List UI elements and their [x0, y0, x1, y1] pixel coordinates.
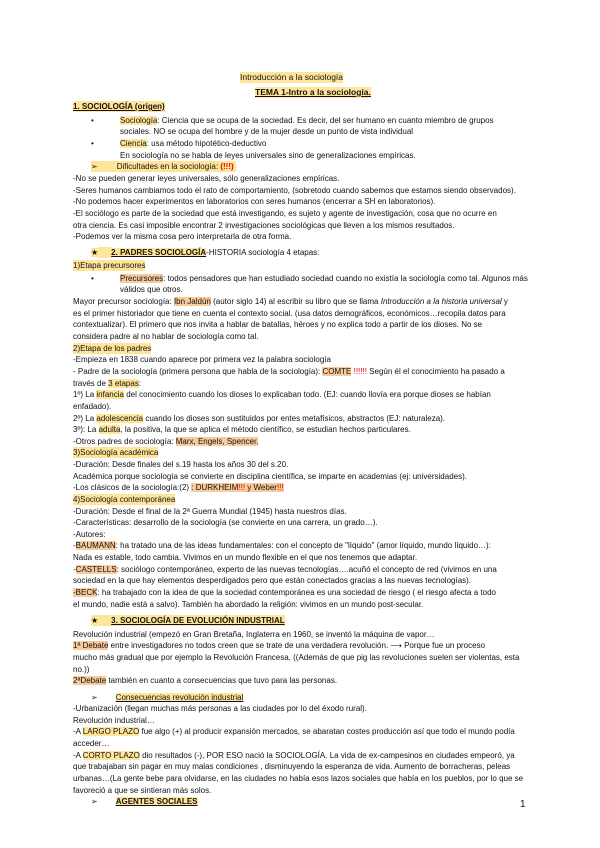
text: , la positiva, la que se aplica el método científico, se estudian hechos particulares.: [120, 425, 411, 434]
section-heading-1: 1. SOCIOLOGÍA (origen): [73, 102, 165, 111]
text-line: Nada es estable, todo cambia. Vivimos en un mundo flexible en el que nos tenemos que adaptar.: [73, 553, 418, 562]
text: - Padre de la sociología (primera persona que habla de la sociología):: [73, 367, 323, 376]
text-line: [73, 413, 445, 424]
book-title: Introducción a la historia universal: [380, 297, 502, 306]
term: Ciencia: [120, 139, 147, 148]
text: Dificultades en la sociología:: [116, 162, 221, 171]
important-mark: !!!!!!: [351, 367, 367, 376]
agents-heading: [91, 796, 198, 807]
text-line: el mundo, nadie está a salvo). También ha abordado la religión: vivimos en un mundo post-secular.: [73, 600, 424, 609]
text-line: es el primer historiador que tiene en cuenta el contexto social. (usa datos demográficos, económicos…recopila datos para: [73, 309, 506, 318]
text: del conocimiento cuando los dioses lo explicaban todo. (EJ: cuando llovía era porque dioses se habían: [123, 390, 491, 399]
term: adulta: [98, 425, 121, 434]
important-mark: !!!: [276, 483, 284, 492]
term: 3 etapas: [108, 379, 139, 388]
text: fue algo (+) al producir expansión mercados, se abaratan costes producción así que todo el mundo podía: [139, 727, 515, 736]
text-line: mucho más gradual que por ejemplo la Revolución Francesa. ((Además de que pig las revoluciones suelen ser violentas, esta: [73, 653, 520, 662]
text-line: [73, 389, 491, 400]
bullet-icon: •: [91, 116, 94, 125]
text: -Los clásicos de la sociología:(2): [73, 483, 192, 492]
term: Precursores: [120, 274, 164, 283]
text-line: [73, 675, 337, 686]
term: LARGO PLAZO: [82, 727, 140, 736]
text-line: En sociología no se habla de leyes universales sino de generalizaciones empíricas.: [120, 151, 416, 160]
text: : usa método hipotético-deductivo: [146, 139, 267, 148]
text-line: -El sociólogo es parte de la sociedad que está investigando, es sujeto y agente de investigación, cosa que no ocurre en: [73, 209, 497, 218]
text-line: sociedad en la que hay elementos desperdigados pero que están conectados gracias a las nuevas tecnologías).: [73, 576, 472, 585]
text-line: considera padre al no hablar de sociología como tal.: [73, 332, 259, 341]
name: y Weber: [245, 483, 277, 492]
name: : DURKHEIM: [191, 483, 239, 492]
heading-text: 3. SOCIOLOGÍA DE EVOLUCIÓN INDUSTRIAL: [111, 616, 285, 625]
text-line: válidos que otros.: [120, 285, 183, 294]
term: infancia: [96, 390, 124, 399]
text: Mayor precursor sociología:: [73, 297, 174, 306]
text-line: contextualizar). El primero que nos invita a hablar de batallas, héroes y no explica todo a partir de los dioses. No se: [73, 320, 483, 329]
text-line: no.)): [73, 665, 90, 674]
document-title: Introducción a la sociología: [240, 72, 344, 82]
topic-title: TEMA 1-Intro a la sociología.: [255, 87, 371, 97]
definition-precursores: [120, 273, 528, 284]
text: -Otros padres de sociología:: [73, 437, 176, 446]
text-line: enfadado).: [73, 402, 112, 411]
stage-heading: 3)Sociología académica: [73, 448, 159, 457]
text: (autor siglo 14) al escribir su libro que se llama: [210, 297, 381, 306]
text-line: -Duración: Desde el final de la 2ª Guerra Mundial (1945) hasta nuestros días.: [73, 507, 347, 516]
text: : todos pensadores que han estudiado sociedad cuando no existía la sociología como tal. Algunos más: [163, 274, 528, 283]
text-line: [73, 366, 505, 377]
text-line: -Seres humanos cambiamos todo el rato de comportamiento, (sobretodo cuando sabemos que estamos siendo observados).: [73, 186, 516, 195]
text-line: -No se pueden generar leyes universales, sólo generalizaciones empíricas.: [73, 174, 340, 183]
important-mark: (!!!): [220, 162, 234, 171]
text-line: [73, 726, 515, 737]
arrow-icon: ➢: [91, 693, 98, 702]
text: : ha trabajado con la idea de que la sociedad contemporánea es una sociedad de riesgo ( el riesgo afecta a todo: [97, 588, 496, 597]
text-line: [73, 750, 515, 761]
bullet-icon: •: [91, 139, 94, 148]
text: -HISTORIA sociología 4 etapas:: [206, 248, 320, 257]
arrow-icon: ➢: [91, 797, 98, 806]
text-line: Académica porque sociología se convierte en disciplina científica, se imparte en academias (ej: universidades).: [73, 472, 467, 481]
arrow-icon: ➢: [91, 162, 98, 171]
term: adolescencia: [96, 414, 144, 423]
stage-heading: 2)Etapa de los padres: [73, 344, 152, 353]
text-line: sociales. NO se ocupa del hombre y de la mujer desde un punto de vista individual: [120, 127, 414, 136]
text: : ha tratado una de las ideas fundamentales: con el concepto de "líquido" (amor líquido, mundo líquido…):: [115, 541, 491, 550]
difficulties-heading: [91, 161, 236, 172]
stage-heading: 4)Sociología contemporánea: [73, 495, 176, 504]
text: -A: [73, 727, 83, 736]
text-line: -Duración: Desde finales del s.19 hasta los años 30 del s.20.: [73, 460, 289, 469]
text-line: acceder…: [73, 739, 110, 748]
text-line: -Urbanización (llegan muchas más personas a las ciudades por lo del éxodo rural).: [73, 704, 367, 713]
text: 2º) La: [73, 414, 97, 423]
definition-sociologia: [120, 115, 494, 126]
author-castells: -CASTELLS: sociólogo contemporáneo, experto de las nuevas tecnologías….acuñó el concepto de red (vivimos en una: [73, 565, 497, 574]
text: través de: [73, 379, 109, 388]
name: Ibn Jaldún: [173, 297, 211, 306]
author-baumann: -BAUMANN: ha tratado una de las ideas fundamentales: con el concepto de "líquido" (amor líquido, mundo líquido…):: [73, 541, 491, 550]
text-line: -Características: desarrollo de la sociología (se convierte en una carrera, un grado…).: [73, 518, 378, 527]
section-heading-3: [91, 615, 285, 626]
text-line: [73, 424, 411, 435]
text-line: Revolución industrial (empezó en Gran Bretaña, Inglaterra en 1960, se inventó la máquina de vapor…: [73, 630, 435, 639]
consequences-heading: [91, 692, 243, 703]
text-line: que trabajaban sin pagar en muy malas condiciones , disminuyendo la esperanza de vida. Aumento de borracheras, peleas: [73, 762, 511, 771]
text-line: -No podemos hacer experimentos en laboratorios con seres humanos (encerrar a SH en laboratorios).: [73, 197, 436, 206]
star-icon: ★: [91, 248, 99, 257]
section-heading-2: [91, 247, 319, 258]
term: 2ªDebate: [73, 676, 107, 685]
text: entre investigadores no todos creen que se trate de una verdadera revolución. ⟶ Porque fue un proceso: [108, 641, 486, 650]
bullet-icon: •: [91, 274, 94, 283]
heading-text: Consecuencias revolución industrial: [115, 693, 244, 702]
star-icon: ★: [91, 616, 99, 625]
text: : sociólogo contemporáneo, experto de las nuevas tecnologías….acuñó el concepto de red (vivimos en una: [116, 565, 497, 574]
text: 3º): La: [73, 425, 99, 434]
term: 1ª Debate: [73, 641, 109, 650]
text-line: [73, 436, 258, 447]
name: BAUMANN: [75, 541, 116, 550]
name: BECK: [75, 588, 98, 597]
name: COMTE: [322, 367, 352, 376]
names: Marx, Engels, Spencer.: [175, 437, 259, 446]
text-line: -Autores:: [73, 530, 106, 539]
text-line: -Podemos ver la misma cosa pero interpretarla de otra forma.: [73, 232, 292, 241]
text-line: [73, 296, 508, 307]
text: -A: [73, 751, 83, 760]
text: 1º) La: [73, 390, 97, 399]
page-number: 1: [520, 799, 526, 810]
text-line: Revolución industrial…: [73, 716, 155, 725]
text: y: [501, 297, 508, 306]
name: CASTELLS: [75, 565, 117, 574]
text: : Ciencia que se ocupa de la sociedad. Es decir, del ser humano en cuanto miembro de grupos: [157, 116, 494, 125]
heading-text: AGENTES SOCIALES: [115, 797, 198, 806]
term: CORTO PLAZO: [82, 751, 140, 760]
text: también en cuanto a consecuencias que tuvo para las personas.: [106, 676, 338, 685]
stage-heading: 1)Etapa precursores: [73, 261, 146, 270]
text-line: [73, 378, 141, 389]
text-line: [73, 640, 485, 651]
heading-text: 2. PADRES SOCIOLOGÍA: [111, 248, 207, 257]
text: Según él el conocimiento ha pasado a: [366, 367, 505, 376]
text-line: -Empieza en 1838 cuando aparece por primera vez la palabra sociología: [73, 355, 331, 364]
author-beck: -BECK: ha trabajado con la idea de que la sociedad contemporánea es una sociedad de riesgo ( el riesgo afecta a todo: [73, 588, 496, 597]
term: Sociología: [120, 116, 158, 125]
text-line: [73, 482, 284, 493]
text-line: urbanas…(La gente bebe para olvidarse, en las ciudades no había esos lazos sociales que había en los pueblos, por lo que se: [73, 774, 524, 783]
text: :: [138, 379, 142, 388]
text: dio resultados (-), POR ESO nació la SOCIOLOGÍA. La vida de ex-campesinos en ciudades empeoró, ya: [139, 751, 515, 760]
text-line: favoreció a que se sintieran más solos.: [73, 786, 212, 795]
text: cuando los dioses son sustituidos por entes metafísicos, abstractos (EJ: naturaleza).: [143, 414, 446, 423]
important-mark: !!!: [238, 483, 246, 492]
definition-ciencia: [120, 138, 266, 149]
text-line: otra ciencia. Es casi imposible encontrar 2 investigaciones sociológicas que lleven a los mismos resultados.: [73, 221, 455, 230]
